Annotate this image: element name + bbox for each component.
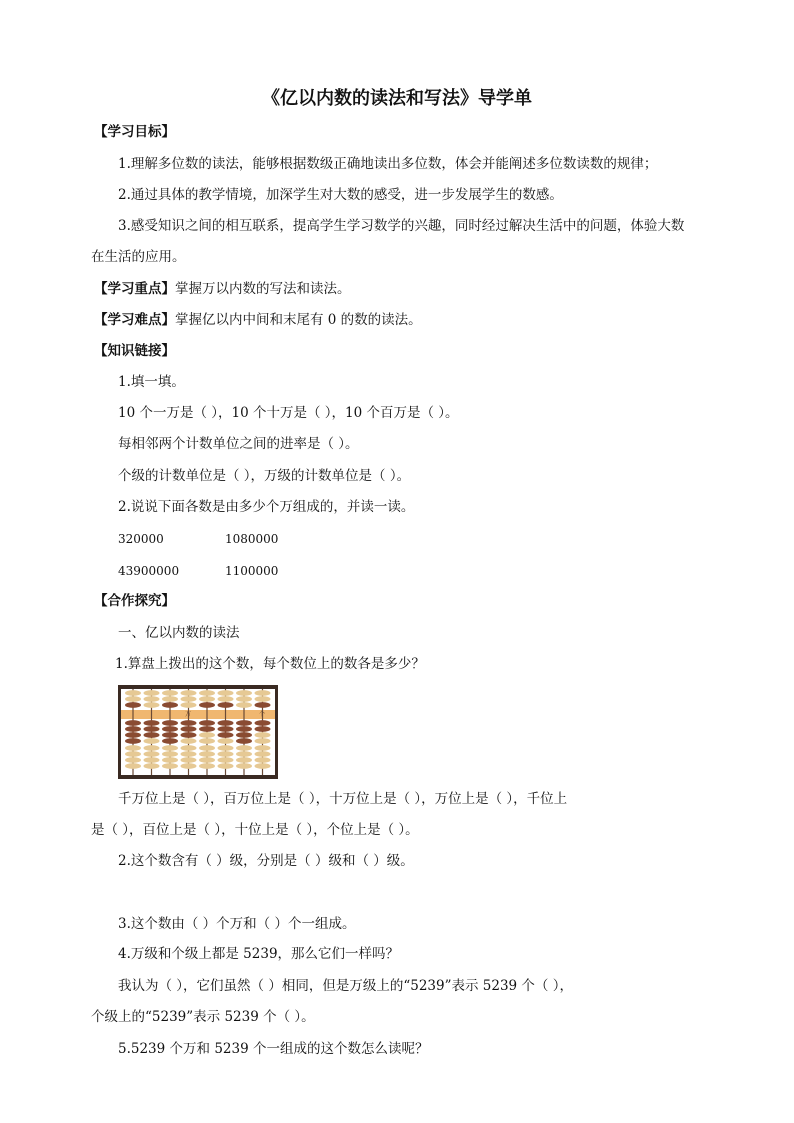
abacus-bead — [218, 751, 234, 757]
abacus-bead — [199, 696, 215, 702]
number-item: 320000 — [118, 532, 164, 546]
abacus-bead — [255, 726, 271, 732]
abacus-bead — [162, 738, 178, 744]
abacus-bottom-bar — [118, 775, 278, 779]
objective-item: 3.感受知识之间的相互联系，提高学生学习数学的兴趣，同时经过解决生活中的问题，体验大数 — [118, 218, 685, 234]
abacus-bead — [199, 720, 215, 726]
abacus-bead — [181, 745, 197, 751]
abacus-bead — [125, 726, 141, 732]
key-point-text: 掌握万以内数的写法和读法。 — [175, 281, 351, 297]
number-item: 1080000 — [225, 532, 279, 546]
abacus-bead — [255, 738, 271, 744]
explore-q1: 1.算盘上拨出的这个数，每个数位上的数各是多少？ — [115, 656, 425, 672]
knowledge-q1-title: 1.填一填。 — [118, 374, 185, 390]
abacus-bead — [199, 732, 215, 738]
abacus-bead — [181, 763, 197, 769]
objective-item: 在生活的应用。 — [91, 249, 186, 265]
abacus-bead — [162, 763, 178, 769]
fill-digits-line1: 千万位上是（ ），百万位上是（ ），十万位上是（ ），万位上是（ ），千位上 — [118, 791, 568, 807]
abacus-bead — [181, 702, 197, 708]
abacus-bead — [218, 763, 234, 769]
abacus-bead — [255, 763, 271, 769]
abacus-bead — [218, 702, 234, 708]
objectives-heading: 【学习目标】 — [94, 124, 175, 140]
objective-item: 1.理解多位数的读法，能够根据数级正确地读出多位数，体会并能阐述多位数读数的规律； — [118, 156, 658, 172]
explore-answer4-line2: 个级上的“5239”表示 5239 个（ ）。 — [91, 1009, 315, 1025]
key-point-heading: 【学习重点】 — [94, 281, 175, 297]
abacus-bead — [218, 738, 234, 744]
explore-q4: 4.万级和个级上都是 5239，那么它们一样吗？ — [118, 946, 400, 962]
abacus-label-ge: 个 — [258, 711, 266, 718]
abacus-bead — [144, 690, 160, 696]
abacus-beam — [121, 710, 275, 719]
explore-q2: 2.这个数含有（ ）级，分别是（ ）级和（ ）级。 — [118, 853, 414, 869]
abacus-top-bar — [118, 685, 278, 689]
abacus-bead — [199, 726, 215, 732]
abacus-bead — [236, 763, 252, 769]
abacus-frame — [118, 685, 278, 779]
abacus-bead — [181, 696, 197, 702]
knowledge-q1-line: 每相邻两个计数单位之间的进率是（ ）。 — [118, 436, 359, 452]
abacus-bead — [162, 702, 178, 708]
abacus-bead — [199, 690, 215, 696]
number-item: 43900000 — [118, 564, 180, 578]
abacus-bead — [181, 690, 197, 696]
abacus-bead — [144, 696, 160, 702]
abacus-bead — [255, 696, 271, 702]
abacus-bead — [218, 745, 234, 751]
explore-q5: 5.5239 个万和 5239 个一组成的这个数怎么读呢？ — [118, 1041, 429, 1057]
abacus-bead — [162, 757, 178, 763]
abacus-bead — [199, 738, 215, 744]
abacus-bead — [236, 751, 252, 757]
difficulty — [94, 312, 422, 328]
abacus-bead — [236, 738, 252, 744]
abacus-bead — [199, 702, 215, 708]
explore-heading: 【合作探究】 — [94, 593, 175, 609]
abacus-bead — [144, 757, 160, 763]
abacus-bead — [236, 720, 252, 726]
abacus-bead — [181, 757, 197, 763]
abacus-bead — [125, 763, 141, 769]
abacus-bead — [236, 745, 252, 751]
abacus-bead — [162, 745, 178, 751]
abacus-bead — [144, 720, 160, 726]
abacus-label-wan: 万 — [184, 711, 192, 718]
abacus-bead — [199, 751, 215, 757]
knowledge-q1-line: 个级的计数单位是（ ），万级的计数单位是（ ）。 — [118, 468, 411, 484]
knowledge-heading: 【知识链接】 — [94, 343, 175, 359]
abacus-bead — [255, 757, 271, 763]
abacus-bead — [236, 757, 252, 763]
abacus-bead — [125, 732, 141, 738]
explore-part1: 一、亿以内数的读法 — [118, 625, 240, 641]
abacus-bead — [236, 690, 252, 696]
abacus-bead — [255, 702, 271, 708]
abacus-bead — [162, 696, 178, 702]
abacus-bead — [144, 726, 160, 732]
page-title: 《亿以内数的读法和写法》导学单 — [262, 88, 532, 109]
abacus-left-post — [118, 685, 121, 779]
objective-item: 2.通过具体的教学情境，加深学生对大数的感受，进一步发展学生的数感。 — [118, 187, 563, 203]
explore-answer4-line1: 我认为（ ），它们虽然（ ）相同，但是万级上的“5239”表示 5239 个（ ）， — [118, 978, 573, 994]
abacus-bead — [125, 702, 141, 708]
abacus-bead — [181, 720, 197, 726]
abacus-bead — [199, 763, 215, 769]
abacus-bead — [125, 720, 141, 726]
abacus-bead — [144, 751, 160, 757]
abacus-bead — [236, 702, 252, 708]
abacus-right-post — [275, 685, 278, 779]
abacus-bead — [255, 732, 271, 738]
abacus-bead — [144, 738, 160, 744]
abacus-bead — [125, 690, 141, 696]
abacus-bead — [199, 757, 215, 763]
abacus-bead — [125, 696, 141, 702]
abacus-bead — [125, 757, 141, 763]
knowledge-q1-line: 10 个一万是（ ），10 个十万是（ ），10 个百万是（ ）。 — [118, 405, 459, 421]
number-item: 1100000 — [225, 564, 279, 578]
abacus-bead — [218, 720, 234, 726]
abacus-bead — [236, 696, 252, 702]
abacus-image — [118, 685, 278, 779]
abacus-bead — [162, 720, 178, 726]
abacus-bead — [181, 738, 197, 744]
abacus-bead — [199, 745, 215, 751]
abacus-bead — [218, 732, 234, 738]
abacus-bead — [218, 757, 234, 763]
knowledge-q2-title: 2.说说下面各数是由多少个万组成的，并读一读。 — [118, 499, 415, 515]
abacus-bead — [162, 732, 178, 738]
abacus-bead — [144, 702, 160, 708]
abacus-bead — [255, 745, 271, 751]
abacus-bead — [218, 690, 234, 696]
abacus-bead — [181, 732, 197, 738]
fill-digits-line2: 是（ ），百位上是（ ），十位上是（ ），个位上是（ ）。 — [91, 822, 419, 838]
abacus-bead — [144, 745, 160, 751]
abacus-bead — [144, 763, 160, 769]
abacus-bead — [181, 726, 197, 732]
abacus-bead — [218, 726, 234, 732]
abacus-bead — [125, 751, 141, 757]
abacus-bead — [181, 751, 197, 757]
abacus-beads — [125, 690, 271, 769]
abacus-bead — [144, 732, 160, 738]
key-point — [94, 281, 351, 297]
abacus-bead — [255, 720, 271, 726]
difficulty-heading: 【学习难点】 — [94, 312, 175, 328]
abacus-bead — [236, 726, 252, 732]
abacus-bead — [125, 738, 141, 744]
abacus-bead — [125, 745, 141, 751]
abacus-bead — [162, 690, 178, 696]
abacus-bead — [162, 751, 178, 757]
abacus-bead — [255, 690, 271, 696]
abacus-bead — [236, 732, 252, 738]
difficulty-text: 掌握亿以内中间和末尾有 0 的数的读法。 — [175, 312, 422, 328]
abacus-bead — [255, 751, 271, 757]
abacus-bead — [162, 726, 178, 732]
abacus-bead — [218, 696, 234, 702]
explore-q3: 3.这个数由（ ）个万和（ ）个一组成。 — [118, 916, 356, 932]
